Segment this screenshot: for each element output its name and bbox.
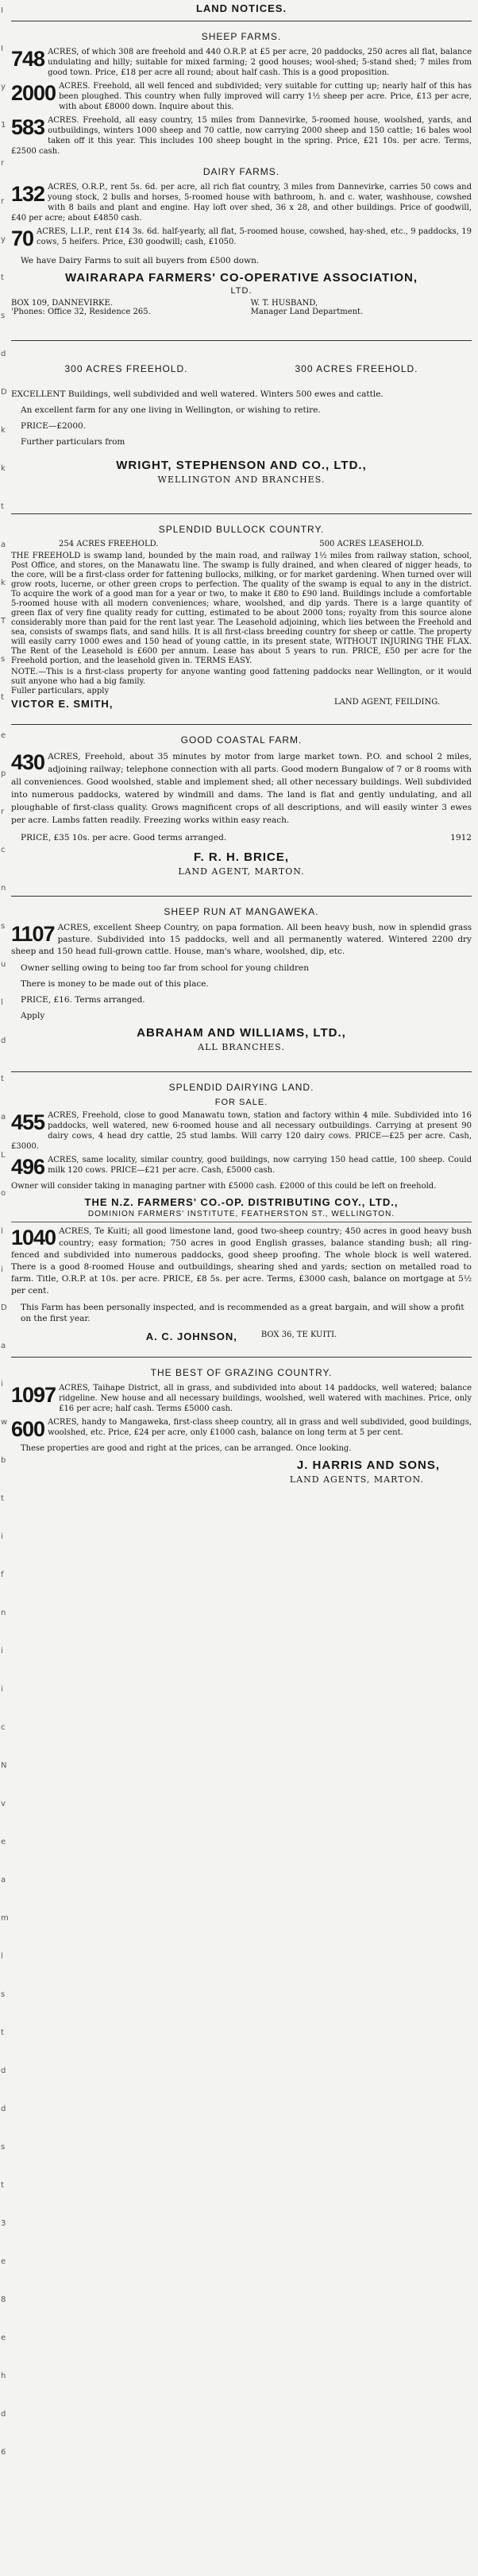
margin-fragment: t	[1, 273, 4, 282]
margin-fragment: n	[1, 1609, 6, 1617]
margin-fragment: k	[1, 579, 6, 587]
margin-fragment: o	[1, 1189, 6, 1198]
listing-70	[11, 227, 472, 250]
advertiser-name: WAIRARAPA FARMERS' CO-OPERATIVE ASSOCIATION,	[65, 271, 418, 285]
margin-fragment: 3	[1, 2219, 6, 2228]
advertiser-suffix: LTD.	[230, 286, 252, 296]
margin-fragment: N	[1, 1761, 7, 1770]
ad-johnson	[11, 1226, 472, 1342]
margin-fragment: v	[1, 1799, 6, 1808]
margin-fragment: t	[1, 502, 4, 511]
margin-fragment: k	[1, 464, 6, 473]
agent-name: A. C. JOHNSON,	[145, 1331, 237, 1342]
listing-583	[11, 115, 472, 157]
margin-fragment: I	[1, 45, 3, 53]
margin-fragment: y	[1, 235, 6, 244]
dairy-note: We have Dairy Farms to suit all buyers from £500 down.	[21, 256, 260, 265]
listing-132	[11, 182, 472, 223]
listing-price: PRICE—£21 per acre. Cash, £5000 cash.	[110, 1166, 276, 1175]
listing-acreage: 600	[11, 1417, 45, 1441]
listing-acreage: 2000	[11, 81, 56, 105]
subheading-right: 500 ACRES LEASEHOLD.	[319, 540, 424, 548]
advertiser-name: THE N.Z. FARMERS' CO.-OP. DISTRIBUTING COY., LTD.,	[84, 1196, 399, 1208]
section-heading: SPLENDID DAIRYING LAND.	[168, 1082, 314, 1093]
advertiser-name: WRIGHT, STEPHENSON AND CO., LTD.,	[116, 459, 367, 472]
manager-title: Manager Land Department.	[250, 308, 364, 316]
listing-acreage: 1040	[11, 1226, 56, 1249]
margin-fragment: s	[1, 1990, 6, 1999]
ad-mangaweka	[11, 906, 472, 1052]
note: These properties are good and right at the prices, can be arranged. Once looking.	[21, 1444, 352, 1453]
listing-text: ACRES, Te Kuiti; all good limestone land, good two-sheep country; 450 acres in good heavy bush country; easy formation; 750 acres in good English grasses, balance standing bush; all ring-fenced and subdivided into numerous paddocks, good sheep proofing. The whole block is well watered. There is a good 8-roomed House and outbuildings, shearing shed and yards; section on metalled road to farm. Title, O.R.P. at 10s. per acre. PRICE, £8 5s. per acre. Terms, £3000 cash, balance on mortgage at 5½ per cent.	[11, 1226, 472, 1296]
divider	[11, 1357, 472, 1358]
margin-fragment: k	[1, 426, 6, 435]
ad-wright-stephenson	[11, 363, 472, 485]
margin-fragment: h	[1, 2372, 6, 2380]
margin-fragment: t	[1, 2181, 4, 2190]
price: PRICE, £35 10s. per acre. Good terms arranged.	[21, 833, 227, 843]
margin-fragment: d	[1, 350, 6, 358]
margin-fragment: y	[1, 83, 6, 91]
margin-fragment: d	[1, 2410, 6, 2419]
listing-text: ACRES, Freehold, about 35 minutes by motor from large market town. P.O. and school 2 miles, adjoining railway; telephone connection with all parts. Good modern Bungalow of 7 or 8 rooms with all conveniences. Good woolshed, stable and implement shed; all other necessary buildings. Well subdivided into numerous paddocks, watered by windmill and dams. The land is flat and gently undulating, and all ploughable of first-class quality. Grows magnificent crops of all descriptions, and will easily winter 3 ewes per acre. Lambs fatten readily. Freezing works within easy reach.	[11, 752, 472, 825]
section-heading: GOOD COASTAL FARM.	[180, 734, 303, 746]
margin-fragment: T	[1, 617, 6, 626]
agent-name: VICTOR E. SMITH,	[11, 698, 114, 710]
margin-fragment: d	[1, 2105, 6, 2113]
lead-word: EXCELLENT	[11, 389, 66, 399]
listing-text: ACRES, O.R.P., rent 5s. 6d. per acre, all rich flat country, 3 miles from Dannevirke, carries 50 cows and young stock, 2 bulls and horses, 5-roomed house with bathroom, h. and c. water, washhouse, cowshed with 8 bails and plant and engine. Hay loft over shed, 36 x 28, and other buildings. Price of goodwill, £40 per acre; about £4850 cash.	[11, 183, 472, 223]
margin-fragment: e	[1, 731, 6, 740]
margin-fragment: l	[1, 998, 3, 1007]
listing-600	[11, 1417, 472, 1441]
page-header: LAND NOTICES.	[195, 2, 287, 14]
margin-fragment: 8	[1, 2295, 6, 2304]
section-heading: DAIRY FARMS.	[202, 166, 280, 177]
divider	[11, 340, 472, 341]
margin-fragment: u	[1, 960, 6, 969]
listing-1097	[11, 1383, 472, 1414]
margin-fragment: r	[1, 197, 5, 206]
margin-fragment: r	[1, 159, 5, 168]
margin-fragment: s	[1, 312, 6, 320]
description-text: Buildings, well subdivided and well watered. Winters 500 ewes and cattle.	[67, 389, 384, 399]
listing-acreage: 430	[11, 750, 45, 774]
ad-nz-farmers-coop	[11, 1082, 472, 1218]
note: NOTE.—This is a first-class property for anyone wanting good fattening paddocks near Wellington, or it would suit anyone who had a big family.	[11, 668, 472, 686]
listing-acreage: 583	[11, 115, 45, 139]
section-heading: SHEEP RUN AT MANGAWEKA.	[164, 906, 319, 917]
margin-fragment: t	[1, 2028, 4, 2037]
margin-fragment: w	[1, 1418, 8, 1427]
margin-fragment: s	[1, 655, 6, 664]
price-row	[11, 833, 472, 843]
reference-code: 1912	[450, 833, 472, 843]
price: PRICE—£2000.	[21, 421, 87, 431]
listing-1107	[11, 922, 472, 958]
ad-brice	[11, 734, 472, 877]
listing-2000	[11, 81, 472, 112]
advertiser-name: J. HARRIS AND SONS,	[296, 1458, 440, 1472]
margin-fragment: b	[1, 1456, 6, 1465]
margin-fragment: l	[1, 1952, 3, 1961]
listing-text: ACRES, L.I.P., rent £14 3s. 6d. half-yearly, all flat, 5-roomed house, cowshed, hay-shed, etc., 9 paddocks, 19 cows, 5 heifers. Price, £30 goodwill; cash, £1050.	[37, 227, 472, 246]
further: Further particulars from	[21, 437, 125, 447]
listing-acreage: 748	[11, 47, 45, 71]
margin-fragment: n	[1, 884, 6, 893]
margin-fragment: d	[1, 1036, 6, 1045]
margin-fragment: D	[1, 388, 7, 397]
subheading-row	[11, 540, 472, 548]
listing-430	[11, 750, 472, 827]
heading-row	[11, 363, 472, 374]
fuller: Fuller particulars, apply	[11, 687, 110, 695]
advertiser-name: F. R. H. BRICE,	[193, 850, 289, 864]
margin-fragment: s	[1, 922, 6, 931]
heading-left: 300 ACRES FREEHOLD.	[64, 363, 188, 374]
agent-title: LAND AGENT, FEILDING.	[334, 698, 440, 707]
price: PRICE, £16. Terms arranged.	[21, 995, 145, 1005]
margin-fragment: p	[1, 769, 6, 778]
heading-right: 300 ACRES FREEHOLD.	[295, 363, 418, 374]
for-sale: FOR SALE.	[214, 1098, 268, 1107]
section-heading: SPLENDID BULLOCK COUNTRY.	[158, 524, 325, 535]
listing-acreage: 496	[11, 1155, 45, 1179]
margin-fragment: l	[1, 1227, 3, 1236]
owner-note: Owner will consider taking in managing partner with £5000 cash. £2000 of this could be left on freehold.	[11, 1182, 437, 1191]
advertiser-address: DOMINION FARMERS' INSTITUTE, FEATHERSTON ST., WELLINGTON.	[87, 1210, 395, 1218]
margin-fragment: i	[1, 1647, 3, 1656]
advertiser-name: ABRAHAM AND WILLIAMS, LTD.,	[137, 1026, 346, 1040]
margin-fragment: D	[1, 1303, 7, 1312]
listing-text: ACRES, Taihape District, all in grass, and subdivided into about 14 paddocks, well watered; balance ridgeline. New house and all necessary buildings, woolshed, well watered with machines. Price, only £16 per acre; half cash. Terms £5000 cash.	[59, 1384, 472, 1413]
listing-text: ACRES, excellent Sheep Country, on papa formation. All been heavy bush, now in splendid grass pasture. Subdivided into 15 paddocks, well and all permanently watered. Wintered 2200 dry sheep and 150 head full-grown cattle. House, man's whare, woolshed, dip, etc.	[11, 923, 472, 956]
section-heading: THE BEST OF GRAZING COUNTRY.	[150, 1367, 333, 1378]
left-margin-fragments	[0, 0, 8, 2576]
ad-bullock-country	[11, 524, 472, 710]
margin-fragment: d	[1, 2067, 6, 2075]
divider	[11, 896, 472, 897]
advertiser-title: LAND AGENT, MARTON.	[178, 866, 305, 877]
margin-fragment: t	[1, 1075, 4, 1083]
agent-address: BOX 36, TE KUITI.	[260, 1331, 337, 1339]
newspaper-page	[11, 0, 472, 1489]
listing-text: ACRES, handy to Mangaweka, first-class sheep country, all in grass and well subdivided, good buildings, woolshed, etc. Price, £24 per acre, only £1000 cash, balance on long term at 5 per cent.	[48, 1418, 472, 1437]
listing-496	[11, 1155, 472, 1179]
listing-text: ACRES, of which 308 are freehold and 440 O.R.P. at £5 per acre, 20 paddocks, 250 acres all flat, balance undulating and hilly; suitable for mixed farming; 2 good houses; wool-shed; 5-stand shed; 7 miles from good town. Price, £18 per acre all round; about half cash. This is a good proposition.	[48, 48, 472, 77]
margin-fragment: t	[1, 693, 4, 702]
margin-fragment: a	[1, 540, 6, 549]
section-heading: SHEEP FARMS.	[201, 31, 282, 42]
box-address: BOX 109, DANNEVIRKE.	[11, 299, 113, 308]
ad-harris	[11, 1367, 472, 1485]
description	[11, 389, 472, 400]
listing-acreage: 70	[11, 227, 34, 250]
agent-row	[11, 698, 472, 710]
contact-row	[11, 308, 472, 316]
advertiser-title: LAND AGENTS, MARTON.	[289, 1474, 424, 1485]
ad-wairarapa-farmers	[11, 31, 472, 316]
margin-fragment: a	[1, 1876, 6, 1885]
margin-fragment: 1	[1, 121, 6, 130]
margin-fragment: i	[1, 1380, 3, 1389]
listing-acreage: 455	[11, 1110, 45, 1134]
margin-fragment: i	[1, 1685, 3, 1694]
divider	[11, 513, 472, 514]
contact-row	[11, 299, 472, 308]
agent-row	[11, 1331, 472, 1342]
listing-price: PRICE—£25 per acre. Cash, £3000.	[11, 1132, 472, 1151]
branches: ALL BRANCHES.	[198, 1042, 285, 1052]
listing-1040	[11, 1226, 472, 1297]
margin-fragment: f	[1, 1571, 4, 1579]
manager-name: W. T. HUSBAND,	[250, 299, 318, 308]
margin-fragment: c	[1, 1723, 6, 1732]
margin-fragment: 6	[1, 2448, 6, 2457]
margin-fragment: s	[1, 2143, 6, 2152]
listing-748	[11, 47, 472, 78]
recommendation: This Farm has been personally inspected, and is recommended as a great bargain, and will show a profit on the first year.	[21, 1303, 465, 1323]
description: THE FREEHOLD is swamp land, bounded by the main road, and railway 1½ miles from railway station, school, Post Office, and stores, on the Manawatu line. The swamp is fully drained, and when cleared of nigger heads, to the core, will be a first-class order for fattening bullocks, milking, or for market gardening. When turned over will grow roots, lucerne, or other green crops to perfection. The quality of the swamp is equal to any in the district. To acquire the work of a good man for a year or two, to make it £80 to £90 land. Buildings include a comfortable 5-roomed house with all modern conveniences; whare, woolshed, and dip yards. There is a large quantity of green flax of very fine quality ready for cutting, estimated to be about 2000 tons; royalty from this source alone considerably more than paid for the rent last year. The Leasehold adjoining, which lies between the Freehold and sea, consists of swamps flats, and sand hills. It is all first-class breeding country for sheep or cattle. The property will easily carry 1000 ewes and 150 head of young cattle, in its present state, WITHOUT INJURING THE FLAX. The Rent of the Leasehold is £600 per annum. Lease has about 5 years to run. PRICE, £50 per acre for the Freehold portion, and the leasehold given in. TERMS EASY.	[11, 552, 472, 665]
listing-acreage: 132	[11, 182, 45, 206]
margin-fragment: a	[1, 1113, 6, 1121]
phones: 'Phones: Office 32, Residence 265.	[11, 308, 151, 316]
margin-fragment: e	[1, 2334, 6, 2342]
listing-text: ACRES. Freehold, all well fenced and subdivided; very suitable for cutting up; nearly half of this has been ploughed. This country when fully improved will carry 1½ sheep per acre. Price, £13 per acre, with about £8000 down. Inquire about this.	[59, 82, 472, 111]
margin-fragment: m	[1, 1914, 9, 1923]
margin-fragment: L	[1, 1151, 6, 1160]
apply: Apply	[21, 1011, 45, 1021]
listing-text: ACRES, same locality, similar country, good buildings, now carrying 150 head cattle, 100 sheep. Could milk 120 cows.	[48, 1156, 472, 1175]
divider	[11, 1071, 472, 1072]
margin-fragment: e	[1, 1838, 6, 1846]
divider	[11, 724, 472, 725]
margin-fragment: a	[1, 1342, 6, 1350]
listing-acreage: 1097	[11, 1383, 56, 1407]
margin-fragment: t	[1, 1494, 4, 1503]
margin-fragment: r	[1, 808, 5, 816]
branches: WELLINGTON AND BRANCHES.	[157, 475, 326, 485]
margin-fragment: i	[1, 1532, 3, 1541]
listing-acreage: 1107	[11, 922, 55, 946]
owner-note: Owner selling owing to being too far from school for young children	[21, 963, 309, 973]
description-2: An excellent farm for any one living in Wellington, or wishing to retire.	[21, 405, 321, 415]
margin-fragment: I	[1, 6, 3, 15]
margin-fragment: e	[1, 2257, 6, 2266]
margin-fragment: i	[1, 1265, 3, 1274]
listing-455	[11, 1110, 472, 1152]
money-note: There is money to be made out of this place.	[21, 979, 209, 989]
subheading-left: 254 ACRES FREEHOLD.	[59, 540, 159, 548]
margin-fragment: c	[1, 846, 6, 854]
listing-text: ACRES, Freehold, close to good Manawatu town, station and factory within 4 mile. Subdivided into 16 paddocks, well watered, new 6-roomed house and all necessary outbuildings. Carrying at present 90 dairy cows, 4 head dry cattle, 25 stud lambs. Will carry 120 dairy cows.	[48, 1111, 472, 1141]
listing-text: ACRES. Freehold, all easy country, 15 miles from Dannevirke, 5-roomed house, woolshed, yards, and outbuildings, winters 1000 sheep and 70 cattle, now carrying 2000 sheep and 150 cattle; 16 bales wool taken off it this year. This includes 100 sheep bought in the spring. Price, £21 10s. per acre. Terms, £2500 cash.	[11, 116, 472, 156]
